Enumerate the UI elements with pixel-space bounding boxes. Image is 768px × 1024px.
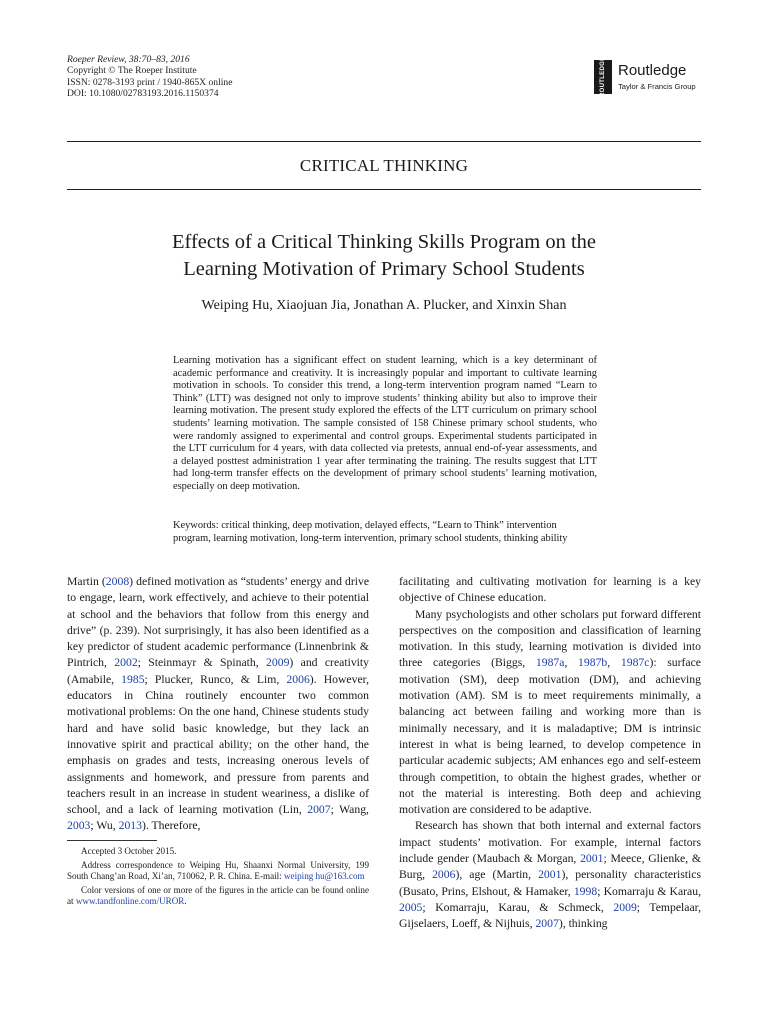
journal-url-link[interactable]: www.tandfonline.com/UROR	[75, 896, 185, 907]
publisher-logo	[594, 58, 704, 98]
citation-link[interactable]: 2002	[114, 656, 138, 670]
journal-citation: Roeper Review, 38:70–83, 2016	[67, 54, 190, 65]
citation-link[interactable]: 2005	[399, 900, 423, 914]
citation-link[interactable]: 2003	[67, 819, 91, 833]
body-text: ; Wang,	[330, 803, 369, 817]
body-text: ; Komarraju, Karau, & Schmeck,	[422, 900, 614, 914]
body-text: ,	[564, 656, 579, 670]
continuation-paragraph: facilitating and cultivating motivation for learning is a key objective of Chinese education.	[399, 575, 701, 605]
citation-link[interactable]: 1985	[121, 672, 145, 686]
body-text: ). Therefore,	[141, 819, 201, 833]
intro-paragraph	[67, 574, 369, 835]
citation-link[interactable]: 2013	[118, 819, 142, 833]
keywords: Keywords: critical thinking, deep motivation, delayed effects, “Learn to Think” intervention program, learning motivation, long-term intervention, primary school students, thinking ability	[173, 520, 568, 544]
citation-link[interactable]: 2009	[266, 656, 290, 670]
body-text: ), personality characteristics (Busato, Prins, Elshout, & Hamaker,	[399, 868, 701, 898]
title-line-1: Effects of a Critical Thinking Skills Program on the	[172, 231, 596, 253]
body-text: ; Komarraju & Karau,	[597, 884, 701, 898]
title-line-2: Learning Motivation of Primary School Students	[183, 258, 585, 280]
journal-meta	[67, 54, 233, 99]
citation-link[interactable]: 1987a	[535, 656, 565, 670]
body-text: Many psychologists and other scholars put forward different perspectives on the composition and classification of learning motivation. In this study, learning motivation is divided into three categories (Biggs,	[399, 607, 701, 670]
citation-link[interactable]: 2001	[538, 868, 562, 882]
factors-paragraph	[399, 818, 701, 932]
motivation-types-paragraph	[399, 607, 701, 819]
body-text: ,	[607, 656, 621, 670]
citation-link[interactable]: 1987c	[620, 656, 650, 670]
body-text: ; Steinmayr & Spinath,	[137, 656, 267, 670]
body-text: ; Meece, Glienke, & Burg,	[399, 852, 701, 882]
body-text: ), age (Martin,	[455, 868, 539, 882]
left-column	[67, 574, 369, 835]
citation-link[interactable]: 2009	[613, 900, 637, 914]
body-text: Martin (	[67, 575, 106, 588]
top-rule	[67, 141, 701, 142]
issn-line: ISSN: 0278-3193 print / 1940-865X online	[67, 76, 233, 88]
citation-link[interactable]: 2007	[535, 917, 559, 931]
citation-link[interactable]: 2008	[105, 575, 130, 588]
body-text: ), thinking	[558, 917, 608, 931]
body-text: Research has shown that both internal and external factors impact students’ motivation. For example, internal factors include gender (Maubach & Morgan,	[399, 819, 701, 866]
publisher-name: Routledge	[618, 62, 687, 79]
right-column	[399, 574, 701, 933]
accepted-note: Accepted 3 October 2015.	[81, 846, 177, 856]
color-note	[67, 885, 369, 908]
email-link[interactable]: weiping hu@163.com	[283, 871, 365, 882]
citation-link[interactable]: 2006	[432, 868, 456, 882]
abstract: Learning motivation has a significant effect on student learning, which is a key determinant of academic performance and creativity. It is increasingly popular and important to cultivate learning motivation in schools. To consider this trend, a long-term intervention program named “Learn to Think” (LTT) was designed not only to improve students’ thinking ability but also to improve their learning motivation. The present study explored the effects of the LTT curriculum on primary school students’ learning motivation. The sample consisted of 158 Chinese primary school students, who were randomly assigned to experimental and control groups. Experimental students participated in the LTT curriculum for 4 years, with data collected via pretests, annual end-of-year assessments, and a delayed posttest administration 1 year after terminating the training. The results suggest that LTT had long-term transfer effects on the development of primary school students’ learning motivation, especially on deep motivation.	[173, 355, 597, 492]
article-title	[100, 229, 668, 283]
body-text: ) and creativity (Amabile,	[67, 656, 370, 686]
publisher-group: Taylor & Francis Group	[618, 82, 696, 91]
section-heading: CRITICAL THINKING	[299, 156, 469, 175]
citation-link[interactable]: 1987b	[578, 656, 608, 670]
correspondence-note	[67, 860, 369, 883]
citation-link[interactable]: 1998	[573, 884, 598, 898]
body-text: ) defined motivation as “students’ energy and drive to engage, learn, work effectively, and achieve to their potential at school and the behaviors that follow from this energy and drive” (p. 239). Not surprisingly, it has also been identified as a key predictor of student academic performance (Linnenbrink & Pintrich,	[67, 575, 370, 670]
section-rule	[67, 189, 701, 190]
doi-line: DOI: 10.1080/02783193.2016.1150374	[67, 87, 219, 99]
body-text: ; Wu,	[90, 819, 119, 833]
footnote-text: .	[184, 896, 187, 907]
body-text: ): surface motivation (SM), deep motivation (DM), and achieving motivation (AM). SM is to meet requirements minimally, a balancing act between failing and working more than is minimally necessary, and it is maladaptive; DM is intrinsic interest in what is being learned, to develop competence in particular academic subjects; AM enhances ego and self-esteem through competition, to obtain the highest grades, whether or not the material is interesting. Both deep and achieving motivation are considered to be adaptive.	[399, 656, 701, 817]
footnote-text: Color versions of one or more of the figures in the article can be found online at	[67, 884, 369, 907]
citation-link[interactable]: 2007	[307, 803, 331, 817]
body-text: ; Plucker, Runco, & Lim,	[144, 672, 287, 686]
footnote-rule	[67, 840, 157, 841]
routledge-mark-icon: ROUTLEDGE	[594, 60, 612, 94]
copyright-line: Copyright © The Roeper Institute	[67, 65, 197, 77]
footnote-text: Address correspondence to Weiping Hu, Shaanxi Normal University, 199 South Chang’an Road, Xi’an, 710062, P. R. China. E-mail:	[67, 859, 369, 882]
author-list: Weiping Hu, Xiaojuan Jia, Jonathan A. Plucker, and Xinxin Shan	[201, 298, 567, 313]
footnotes	[67, 846, 369, 910]
citation-link[interactable]: 2006	[286, 672, 310, 686]
body-text: ). However, educators in China routinely encounter two common motivational problems: On the one hand, Chinese students study hard and have solid basic knowledge, but they lack an innovative spirit and practical ability; on the other hand, the emphasis on grades and tests, increasing onerous levels of assignments and homework, and pressure from parents and teachers result in an increase in student weariness, a dislike of school, and a lack of learning motivation (Lin,	[67, 672, 369, 817]
body-text: ; Tempelaar, Gijselaers, Loeff, & Nijhuis,	[399, 900, 701, 931]
citation-link[interactable]: 2001	[580, 852, 604, 866]
